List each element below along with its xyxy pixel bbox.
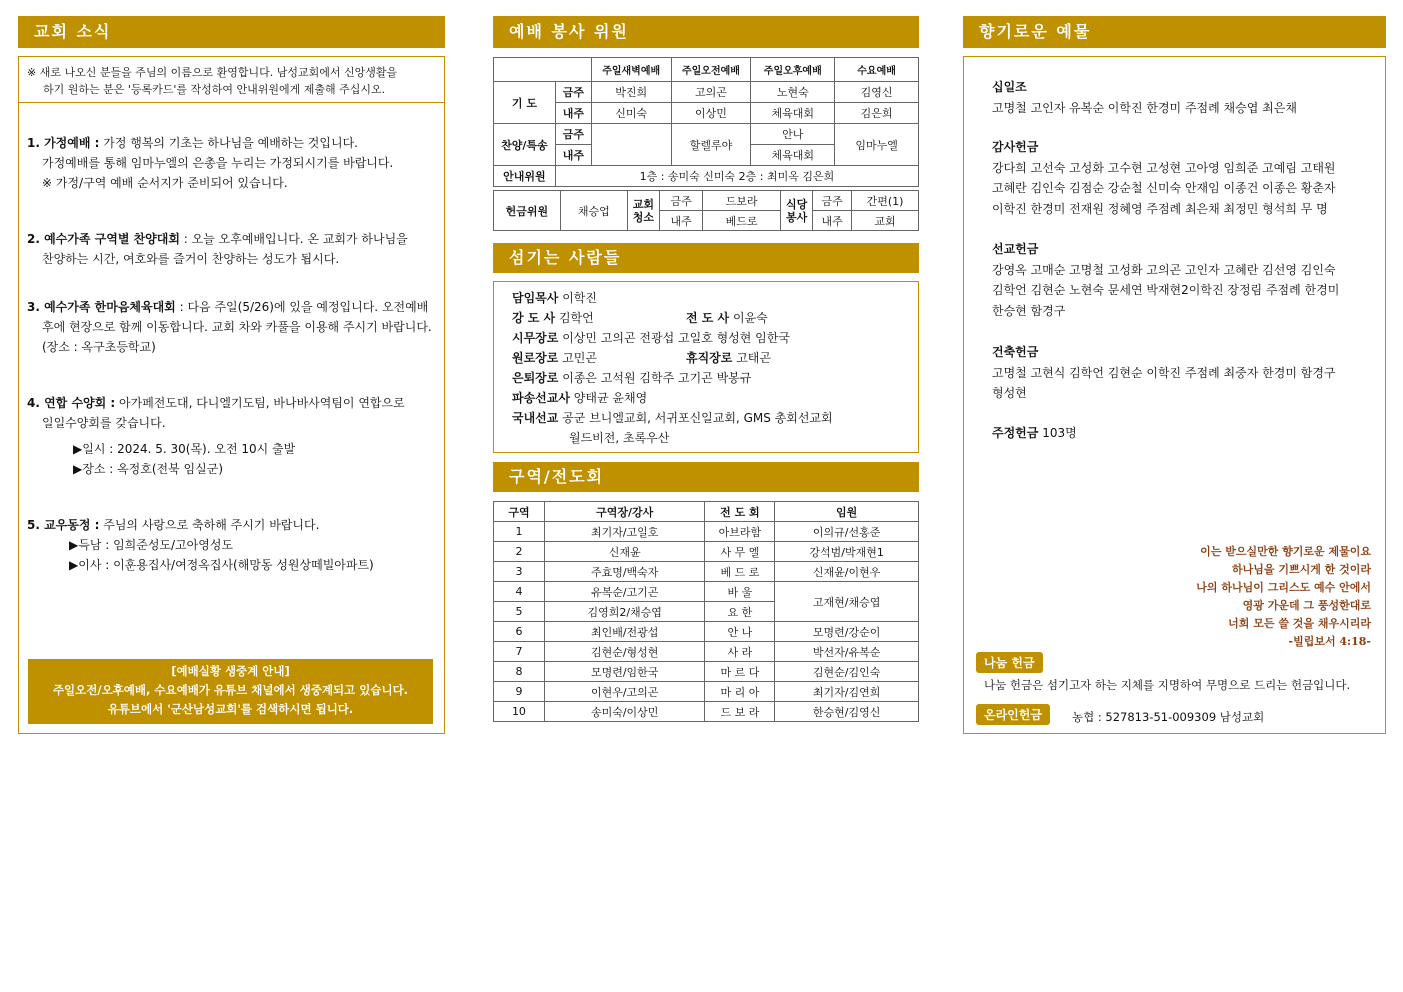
next-week-label: 내주: [555, 145, 591, 166]
offering-team-table: [493, 190, 919, 231]
server-role: 시무장로: [512, 331, 559, 345]
donor-line: 형성현: [992, 386, 1027, 400]
clean-label: 교회 청소: [627, 191, 659, 231]
next-week-label: 내주: [555, 103, 591, 124]
thanks-section: [992, 137, 1362, 219]
server-role: 담임목사: [512, 291, 559, 305]
district-leader: 송미숙/이상민: [544, 702, 705, 722]
header-pm: 주일오후예배: [751, 58, 835, 82]
online-offering-label: 온라인헌금: [976, 704, 1050, 725]
church-news-column: [18, 16, 445, 734]
donor-line: 고명철 고현식 김학언 김현순 이학진 주점례 최중자 한경미 함경구: [992, 365, 1336, 380]
header-dawn: 주일새벽예배: [591, 58, 671, 82]
table-row: [494, 522, 919, 542]
cell: 체육대회: [751, 145, 835, 166]
section-title: 선교헌금: [992, 242, 1039, 256]
building-section: [992, 342, 1362, 404]
server-names: 양태균 윤채영: [573, 391, 648, 405]
header-am: 주일오전예배: [671, 58, 751, 82]
news-item-text: 주님의 사랑으로 축하해 주시기 바랍니다.: [99, 518, 320, 532]
next-week-label: 내주: [660, 211, 703, 231]
district-officer: 신재윤/이현우: [775, 562, 919, 582]
district-header-officer: 임원: [775, 502, 919, 522]
district-leader: 모명련/임한국: [544, 662, 705, 682]
district-mission: 요 한: [705, 602, 775, 622]
server-role: 국내선교: [512, 411, 559, 425]
next-week-label: 내주: [813, 211, 852, 231]
cell: 드보라: [703, 191, 781, 211]
news-item-5: [27, 515, 432, 575]
server-row: [512, 289, 597, 306]
section-title: 주정헌금: [992, 426, 1039, 440]
offering-title: 향기로운 예물: [963, 16, 1386, 48]
news-item-text: 일일수양회를 갖습니다.: [42, 416, 166, 430]
news-item-4: [27, 393, 432, 479]
district-leader: 신재윤: [544, 542, 705, 562]
district-header-leader: 구역장/강사: [544, 502, 705, 522]
share-offering-label: 나눔 헌금: [976, 652, 1043, 673]
server-row: [512, 349, 597, 366]
donor-line: 김학언 김현순 노현숙 문세연 박재현2이학진 장정림 주점례 한경미: [992, 283, 1340, 297]
district-mission: 마 리 아: [705, 682, 775, 702]
server-names: 이윤숙: [732, 311, 768, 325]
district-no: 7: [494, 642, 545, 662]
server-row: [512, 389, 647, 406]
district-mission: 베 드 로: [705, 562, 775, 582]
share-offering-text: 나눔 헌금은 섬기고자 하는 지체를 지명하여 무명으로 드리는 헌금입니다.: [984, 678, 1351, 692]
server-role: 파송선교사: [512, 391, 570, 405]
server-row: [512, 309, 594, 326]
server-role: 휴직장로: [686, 351, 733, 365]
server-names: 고민곤: [562, 351, 597, 365]
this-week-label: 금주: [555, 82, 591, 103]
welcome-notice: [19, 57, 444, 103]
news-item-head: 3. 예수가족 한마음체육대회: [27, 300, 176, 314]
usher-value: 1층 : 송미숙 신미숙 2층 : 최미옥 김은희: [555, 166, 918, 187]
cell: 교회: [852, 211, 919, 231]
district-no: 8: [494, 662, 545, 682]
district-mission: 사 라: [705, 642, 775, 662]
news-item-text: ▶장소 : 옥정호(전북 임실군): [73, 462, 223, 476]
cell: 체육대회: [751, 103, 835, 124]
donor-line: 고혜란 김인숙 김점순 강순철 신미숙 안재임 이종건 이종은 황춘자: [992, 181, 1336, 195]
news-item-text: 찬양하는 시간, 여호와를 즐거이 찬양하는 성도가 됩시다.: [42, 252, 340, 266]
district-no: 1: [494, 522, 545, 542]
server-names: 이종은 고석원 김학주 고기곤 박봉규: [562, 371, 752, 385]
district-header-mission: 전 도 회: [705, 502, 775, 522]
server-names: 이학진: [562, 291, 597, 305]
district-no: 9: [494, 682, 545, 702]
this-week-label: 금주: [555, 124, 591, 145]
praise-label: 찬양/특송: [494, 124, 556, 166]
district-leader: 이현우/고의곤: [544, 682, 705, 702]
server-role: 원로장로: [512, 351, 559, 365]
district-mission: 바 울: [705, 582, 775, 602]
district-officer: 김현순/김인숙: [775, 662, 919, 682]
news-item-text: 가정예배를 통해 임마누엘의 은총을 누리는 가정되시기를 바랍니다.: [42, 156, 394, 170]
donor-line: 고명철 고인자 유복순 이학진 한경미 주점례 채승엽 최은채: [992, 100, 1297, 115]
district-officer: 이의규/선홍준: [775, 522, 919, 542]
section-title: 십일조: [992, 80, 1027, 94]
district-no: 5: [494, 602, 545, 622]
server-role: 은퇴장로: [512, 371, 559, 385]
news-item-head: 4. 연합 수양회 :: [27, 396, 116, 410]
table-header-blank: [494, 58, 592, 82]
offering-label: 헌금위원: [494, 191, 561, 231]
service-column: [493, 16, 919, 734]
news-item-text: : 오늘 오후예배입니다. 온 교회가 하나님을: [179, 232, 408, 246]
news-item-text: ▶득남 : 임희준성도/고아영성도: [69, 538, 234, 552]
cell: 안나: [751, 124, 835, 145]
cell: [591, 124, 671, 166]
this-week-label: 금주: [660, 191, 703, 211]
news-item-head: 5. 교우동정 :: [27, 518, 100, 532]
news-item-text: : 다음 주일(5/26)에 있을 예정입니다. 오전예배: [175, 300, 429, 314]
service-table: [493, 57, 919, 187]
news-item-head: 1. 가정예배 :: [27, 136, 100, 150]
header-wed: 수요예배: [835, 58, 919, 82]
service-title: 예배 봉사 위원: [493, 16, 919, 48]
fixed-section: [992, 423, 1362, 444]
server-row: [512, 369, 751, 386]
server-row: [512, 329, 790, 346]
cell: 베드로: [703, 211, 781, 231]
news-item-text: 후에 현장으로 함께 이동합니다. 교회 차와 카풀을 이용해 주시기 바랍니다.: [42, 320, 432, 334]
server-names: 월드비전, 초록우산: [569, 431, 670, 445]
usher-label: 안내위원: [494, 166, 556, 187]
meal-label: 식당 봉사: [780, 191, 812, 231]
offering-box: [963, 56, 1386, 734]
district-mission: 마 르 다: [705, 662, 775, 682]
district-no: 10: [494, 702, 545, 722]
server-role: 전 도 사: [686, 311, 730, 325]
district-officer: 한승현/김영신: [775, 702, 919, 722]
district-officer: 최기자/김연희: [775, 682, 919, 702]
district-leader: 김영희2/채승엽: [544, 602, 705, 622]
this-week-label: 금주: [813, 191, 852, 211]
table-row: [494, 582, 919, 602]
servers-box: [493, 281, 919, 453]
district-officer: 강석범/박재현1: [775, 542, 919, 562]
tithe-section: [992, 77, 1362, 118]
cell: 고의곤: [671, 82, 751, 103]
server-names: 이상민 고의곤 전광섭 고일호 형성현 임한국: [562, 331, 790, 345]
news-item-text: 아가페전도대, 다니엘기도팀, 바나바사역팀이 연합으로: [115, 396, 405, 410]
donor-line: 이학진 한경미 전재원 정혜영 주점례 최은채 최정민 형석희 무 명: [992, 201, 1328, 216]
cell: 임마누엘: [835, 124, 919, 166]
cell: 이상민: [671, 103, 751, 124]
prayer-label: 기 도: [494, 82, 556, 124]
live-stream-text: 유튜브에서 '군산남성교회'를 검색하시면 됩니다.: [107, 702, 354, 716]
section-title: 건축헌금: [992, 345, 1039, 359]
cell: 간편(1): [852, 191, 919, 211]
verse-line: -빌립보서 4:18-: [1288, 635, 1371, 648]
mission-section: [992, 239, 1362, 321]
table-row: [494, 562, 919, 582]
fixed-count: 103명: [1042, 426, 1077, 440]
district-no: 4: [494, 582, 545, 602]
verse-line: 이는 받으실만한 향기로운 제물이요: [1200, 545, 1371, 558]
district-leader: 김현순/형성현: [544, 642, 705, 662]
news-item-text: (장소 : 옥구초등학교): [42, 340, 156, 354]
notice-line: ※ 새로 나오신 분들을 주님의 이름으로 환영합니다. 남성교회에서 신앙생활을: [27, 66, 398, 79]
district-no: 2: [494, 542, 545, 562]
district-leader: 최기자/고일호: [544, 522, 705, 542]
donor-line: 한승현 함경구: [992, 303, 1066, 318]
table-row: [494, 542, 919, 562]
cell: 할렐루야: [671, 124, 751, 166]
district-no: 6: [494, 622, 545, 642]
church-news-box: [18, 56, 445, 734]
server-row: [686, 309, 768, 326]
server-names: 공군 브니엘교회, 서귀포신일교회, GMS 총회선교회: [562, 411, 833, 425]
district-leader: 주효명/백숙자: [544, 562, 705, 582]
table-row: [494, 662, 919, 682]
donor-line: 강영옥 고매순 고명철 고성화 고의곤 고인자 고혜란 김선영 김인숙: [992, 262, 1336, 277]
district-mission: 아브라함: [705, 522, 775, 542]
server-role: 강 도 사: [512, 311, 556, 325]
cell: 김영신: [835, 82, 919, 103]
offering-value: 채승업: [560, 191, 627, 231]
district-officer: 고재현/채승엽: [775, 582, 919, 622]
news-item-text: ▶이사 : 이훈용집사/여정옥집사(해망동 성원상떼빌아파트): [69, 558, 374, 572]
bible-verse: [1196, 543, 1371, 651]
server-row: [512, 409, 833, 426]
district-title: 구역/전도회: [493, 462, 919, 492]
donor-line: 강다희 고선숙 고성화 고수현 고성현 고아영 임희준 고예림 고태원: [992, 160, 1336, 175]
district-leader: 유복순/고기곤: [544, 582, 705, 602]
news-item-head: 2. 예수가족 구역별 찬양대회: [27, 232, 180, 246]
district-mission: 안 나: [705, 622, 775, 642]
cell: 신미숙: [591, 103, 671, 124]
offering-column: [963, 16, 1386, 734]
district-header-no: 구역: [494, 502, 545, 522]
district-no: 3: [494, 562, 545, 582]
news-item-text: ※ 가정/구역 예배 순서지가 준비되어 있습니다.: [42, 176, 288, 190]
district-mission: 드 보 라: [705, 702, 775, 722]
cell: 김은희: [835, 103, 919, 124]
news-item-3: [27, 297, 432, 357]
news-item-2: [27, 229, 432, 269]
online-offering-account: 농협 : 527813-51-009309 남성교회: [1072, 710, 1265, 724]
verse-line: 영광 가운데 그 풍성한대로: [1242, 599, 1371, 612]
table-row: [494, 682, 919, 702]
news-item-text: ▶일시 : 2024. 5. 30(목). 오전 10시 출발: [73, 442, 296, 456]
verse-line: 너희 모든 쓸 것을 채우시리라: [1228, 617, 1371, 630]
server-names: 고태곤: [736, 351, 771, 365]
district-officer: 박선자/유복순: [775, 642, 919, 662]
district-leader: 최인배/전광섭: [544, 622, 705, 642]
district-officer: 모명련/강순이: [775, 622, 919, 642]
table-row: [494, 622, 919, 642]
news-item-text: 가정 행복의 기초는 하나님을 예배하는 것입니다.: [99, 136, 358, 150]
table-row: [494, 702, 919, 722]
live-stream-text: 주일오전/오후예배, 수요예배가 유튜브 채널에서 생중계되고 있습니다.: [52, 683, 409, 697]
server-row: [686, 349, 771, 366]
cell: 박진희: [591, 82, 671, 103]
servers-title: 섬기는 사람들: [493, 243, 919, 273]
cell: 노현숙: [751, 82, 835, 103]
notice-line: 하기 원하는 분은 '등록카드'를 작성하여 안내위원에게 제출해 주십시오.: [43, 83, 386, 96]
section-title: 감사헌금: [992, 140, 1039, 154]
verse-line: 나의 하나님이 그리스도 예수 안에서: [1196, 581, 1371, 594]
news-item-1: [27, 133, 432, 193]
table-row: [494, 642, 919, 662]
verse-line: 하나님을 기쁘시게 한 것이라: [1232, 563, 1371, 576]
church-news-title: 교회 소식: [18, 16, 445, 48]
server-names: 김학언: [558, 311, 594, 325]
live-stream-title: [예배실황 생중계 안내]: [171, 664, 290, 678]
district-table: [493, 501, 919, 722]
district-mission: 사 무 엘: [705, 542, 775, 562]
live-stream-notice: [28, 659, 433, 724]
